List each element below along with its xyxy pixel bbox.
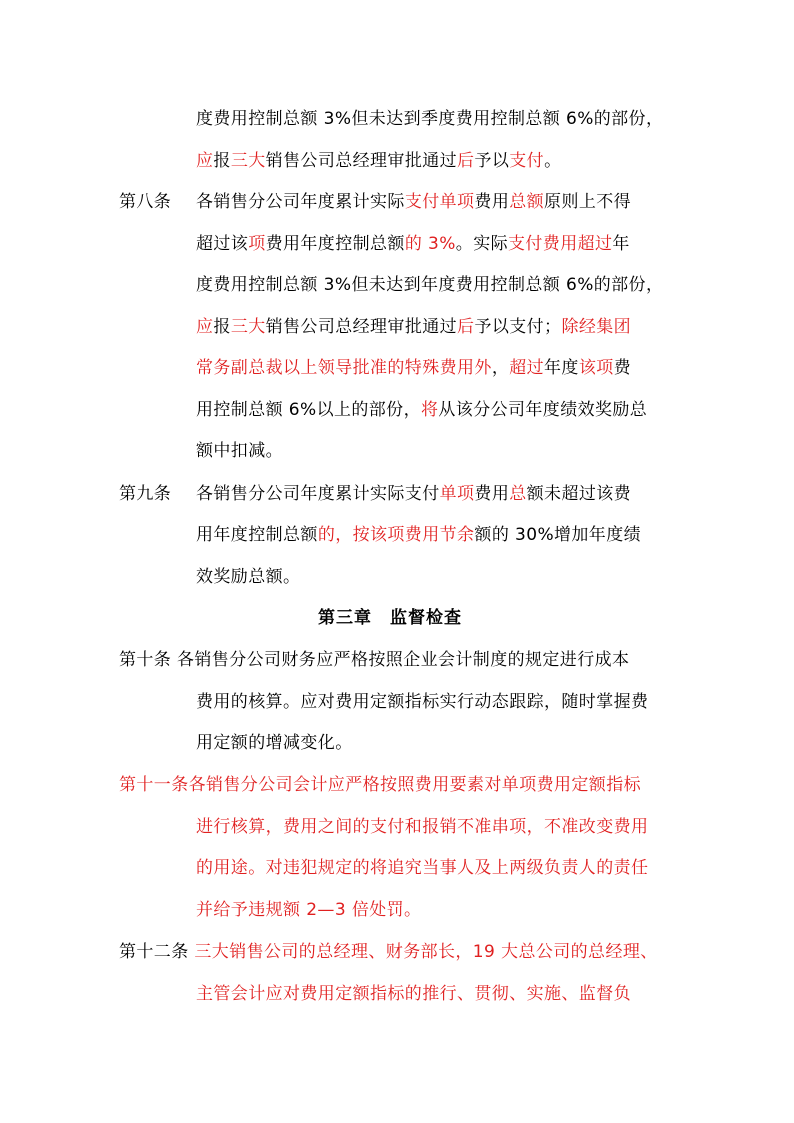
text-line — [196, 731, 353, 755]
text-segment: 第十条 各销售分公司财务应严格按照企业会计制度的规定进行成本 — [119, 650, 630, 670]
text-segment: 年 — [612, 234, 630, 254]
text-line — [119, 648, 629, 672]
highlighted-text: 进行核算，费用之间的支付和报销不准串项，不准改变费用 — [196, 817, 649, 837]
text-segment: 第十二条 — [119, 942, 195, 962]
text-segment: 各销售分公司年度累计实际支付 — [196, 484, 440, 504]
highlighted-text: 后 — [457, 151, 475, 171]
highlighted-text: 常务副总裁以上领导批准的特殊费用外 — [196, 358, 492, 378]
text-segment: ， — [491, 358, 510, 378]
chapter-title — [318, 606, 462, 630]
text-segment: 费用 — [474, 484, 510, 504]
text-segment: 用定额的增减变化。 — [196, 733, 353, 753]
text-segment: 销售公司总经理审批通过 — [265, 317, 458, 337]
highlighted-text: 三大 — [230, 151, 266, 171]
highlighted-text: 并给予违规额 2—3 倍处罚。 — [196, 900, 422, 920]
text-segment: 费用的核算。应对费用定额指标实行动态跟踪，随时掌握费 — [196, 692, 649, 712]
highlighted-text: 应 — [196, 317, 214, 337]
highlighted-text: 支付 — [509, 151, 545, 171]
text-segment: 第三章 监督检查 — [318, 608, 462, 628]
text-line — [196, 815, 648, 839]
text-segment: 年度 — [544, 358, 579, 378]
text-segment: 予以支付； — [474, 317, 562, 337]
text-segment: 费用年度控制总额 — [265, 234, 405, 254]
highlighted-text: 项 — [248, 234, 266, 254]
text-segment: 用控制总额 6%以上的部份， — [196, 400, 421, 420]
text-line — [196, 190, 631, 214]
highlighted-text: 三大销售公司的总经理、财务部长，19 大总公司的总经理、 — [194, 942, 658, 962]
highlighted-text: 支付费用超过 — [508, 234, 613, 254]
highlighted-text: 该项 — [578, 358, 614, 378]
text-line — [196, 565, 300, 589]
text-line — [196, 439, 283, 463]
text-line — [196, 107, 663, 131]
text-line — [196, 315, 631, 339]
text-line — [119, 940, 658, 964]
highlighted-text: 第十一条各销售分公司会计应严格按照费用要素对单项费用定额指标 — [119, 775, 641, 795]
text-segment: 额中扣减。 — [196, 441, 283, 461]
text-line — [196, 856, 648, 880]
text-segment: 效奖励总额。 — [196, 567, 301, 587]
text-line — [196, 149, 561, 173]
highlighted-text: 将 — [420, 400, 439, 420]
text-line — [196, 398, 647, 422]
highlighted-text: 三大 — [230, 317, 266, 337]
text-segment: 报 — [213, 317, 231, 337]
highlighted-text: 总额 — [509, 192, 545, 212]
highlighted-text: 主管会计应对费用定额指标的推行、贯彻、实施、监督负 — [196, 984, 631, 1004]
text-line — [196, 273, 663, 297]
text-segment: 费用 — [474, 192, 510, 212]
text-segment: 用年度控制总额 — [196, 525, 318, 545]
text-segment: 予以 — [474, 151, 510, 171]
text-segment: 销售公司总经理审批通过 — [265, 151, 458, 171]
text-line — [196, 982, 631, 1006]
text-segment: 度费用控制总额 3%但未达到季度费用控制总额 6%的部份， — [196, 109, 664, 129]
highlighted-text: 应 — [196, 151, 214, 171]
highlighted-text: 的 3% — [404, 234, 456, 254]
text-line — [196, 898, 421, 922]
text-segment: 额未超过该费 — [526, 484, 632, 504]
highlighted-text: 后 — [457, 317, 475, 337]
highlighted-text: 总 — [509, 484, 527, 504]
highlighted-text: 的用途。对违犯规定的将追究当事人及上两级负责人的责任 — [196, 858, 649, 878]
text-line — [196, 232, 630, 256]
text-line — [196, 482, 631, 506]
text-segment: 费 — [613, 358, 632, 378]
text-line — [196, 523, 641, 547]
highlighted-text: 支付单项 — [404, 192, 475, 212]
text-line — [196, 356, 631, 380]
article-label-8: 第八条 — [119, 192, 172, 212]
text-line — [196, 690, 648, 714]
highlighted-text: 单项 — [439, 484, 475, 504]
text-segment: 各销售分公司年度累计实际 — [196, 192, 405, 212]
text-segment: 。 — [544, 151, 562, 171]
text-segment: 超过该 — [196, 234, 249, 254]
highlighted-text: 的，按该项费用节余 — [317, 525, 475, 545]
text-segment: 度费用控制总额 3%但未达到年度费用控制总额 6%的部份， — [196, 275, 664, 295]
text-segment: 额的 30%增加年度绩 — [474, 525, 642, 545]
text-line — [119, 773, 641, 797]
text-segment: 原则上不得 — [544, 192, 632, 212]
highlighted-text: 超过 — [509, 358, 545, 378]
text-segment: 从该分公司年度绩效奖励总 — [438, 400, 648, 420]
text-segment: 报 — [213, 151, 231, 171]
article-label-9: 第九条 — [119, 484, 172, 504]
highlighted-text: 除经集团 — [561, 317, 632, 337]
text-segment: 。实际 — [455, 234, 508, 254]
